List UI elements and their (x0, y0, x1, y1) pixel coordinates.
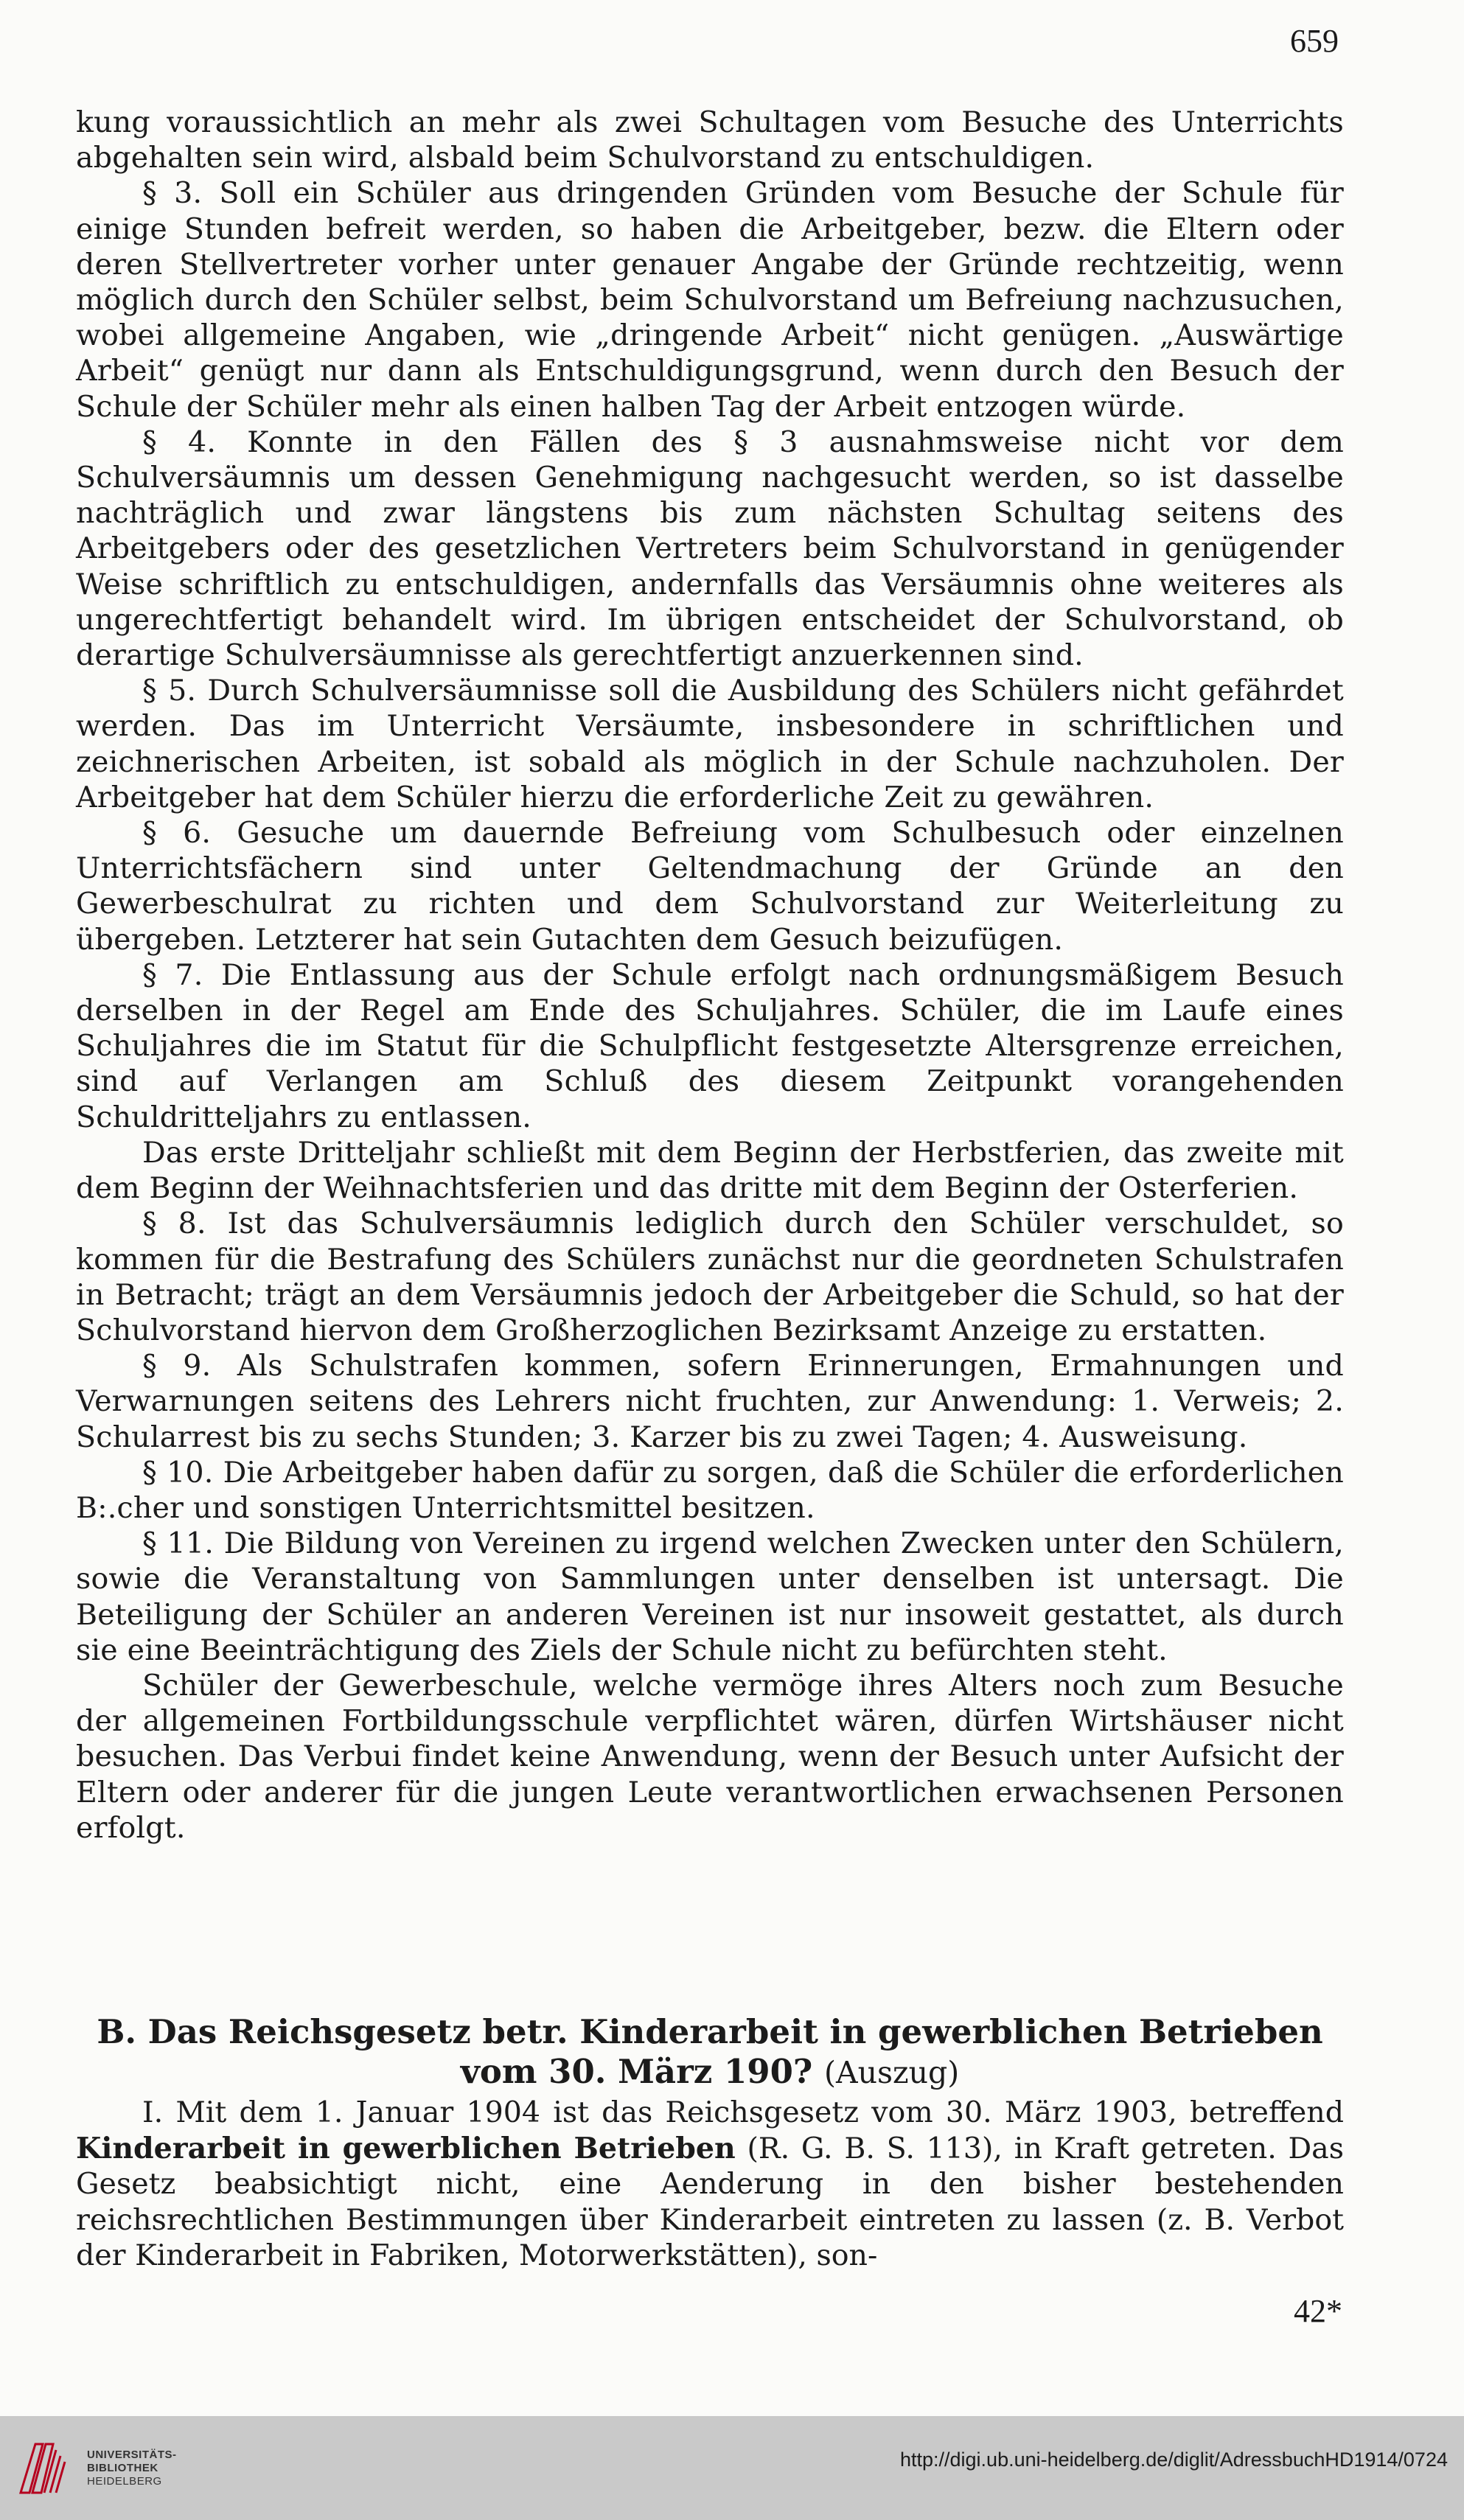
source-url-link[interactable]: http://digi.ub.uni-heidelberg.de/diglit/AdressbuchHD1914/0724 (899, 2449, 1448, 2471)
library-name-line1: UNIVERSITÄTS- (87, 2449, 177, 2461)
section-b-law-title: Kinderarbeit in gewerblichen Betrieben (76, 2131, 736, 2165)
section-b-heading-sub: (Auszug) (823, 2055, 960, 2090)
paragraph-section-10: § 10. Die Arbeitgeber haben dafür zu sorgen, daß die Schüler die erforderlichen B:.cher und sonstigen Unterrichtsmittel besitzen. (76, 1455, 1344, 1525)
paragraph-wirtshaeuser: Schüler der Gewerbeschule, welche vermöge ihres Alters noch zum Besuche der allgemeinen Fortbildungsschule verpflichtet wären, dürfen Wirtshäuser nicht besuchen. Das Verbui findet keine Anwendung, wenn der Besuch unter Aufsicht der Eltern oder anderer für die jungen Leute verantwortlichen erwachsenen Personen erfolgt. (76, 1668, 1344, 1845)
body-text (76, 105, 1344, 1846)
section-b-heading (76, 2012, 1344, 2093)
paragraph-section-5: § 5. Durch Schulversäumnisse soll die Ausbildung des Schülers nicht gefährdet werden. Das im Unterricht Versäumte, insbesondere in schriftlichen und zeichnerischen Arbeiten, ist sobald als möglich in der Schule nachzuholen. Der Arbeitgeber hat dem Schüler hierzu die erforderliche Zeit zu gewähren. (76, 674, 1344, 814)
paragraph-section-7: § 7. Die Entlassung aus der Schule erfolgt nach ordnungsmäßigem Besuch derselben in der Regel am Ende des Schuljahres. Schüler, die im Laufe eines Schuljahres die im Statut für die Schulpflicht festgesetzte Altersgrenze erreichen, sind auf Verlangen am Schluß des diesem Zeitpunkt vorangehenden Schuldritteljahrs zu entlassen. (76, 957, 1344, 1134)
section-b-body (76, 2095, 1344, 2274)
paragraph-section-3: § 3. Soll ein Schüler aus dringenden Gründen vom Besuche der Schule für einige Stunden befreit werden, so haben die Arbeitgeber, bezw. die Eltern oder deren Stellvertreter vorher unter genauer Angabe der Gründe rechtzeitig, wenn möglich durch den Schüler selbst, beim Schulvorstand um Befreiung nachzusuchen, wobei allgemeine Angaben, wie „dringende Arbeit“ nicht genügen. „Auswärtige Arbeit“ genügt nur dann als Entschuldigungsgrund, wenn durch den Besuch der Schule der Schüler mehr als einen halben Tag der Arbeit entzogen würde. (76, 176, 1344, 424)
paragraph-section-11: § 11. Die Bildung von Vereinen zu irgend welchen Zwecken unter den Schülern, sowie die Veranstaltung von Sammlungen unter denselben ist untersagt. Die Beteiligung der Schüler an anderen Vereinen ist nur insoweit gestattet, als durch sie eine Beeinträchtigung des Ziels der Schule nicht zu befürchten steht. (76, 1526, 1344, 1667)
paragraph-section-8: § 8. Ist das Schulversäumnis lediglich durch den Schüler verschuldet, so kommen für die Bestrafung des Schülers zunächst nur die geordneten Schulstrafen in Betracht; trägt an dem Versäumnis jedoch der Arbeitgeber die Schuld, so hat der Schulvorstand hiervon dem Großherzoglichen Bezirksamt Anzeige zu erstatten. (76, 1207, 1344, 1347)
library-name (87, 2449, 177, 2488)
sheet-signature-mark: 42* (1294, 2293, 1342, 2329)
section-b-heading-line2 (76, 2052, 1344, 2093)
section-b-heading-line1: B. Das Reichsgesetz betr. Kinderarbeit in gewerblichen Betrieben (97, 2012, 1323, 2051)
paragraph-dritteljahr: Das erste Dritteljahr schließt mit dem Beginn der Herbstferien, das zweite mit dem Beginn der Weihnachtsferien und das dritte mit dem Beginn der Osterferien. (76, 1135, 1344, 1206)
paragraph-section-9: § 9. Als Schulstrafen kommen, sofern Erinnerungen, Ermahnungen und Verwarnungen seitens des Lehrers nicht fruchten, zur Anwendung: 1. Verweis; 2. Schularrest bis zu sechs Stunden; 3. Karzer bis zu zwei Tagen; 4. Ausweisung. (76, 1349, 1344, 1454)
library-name-line2: BIBLIOTHEK (87, 2462, 158, 2474)
paragraph-section-b-1 (76, 2095, 1344, 2274)
section-b-text-end: (R. G. B. S. 113), in Kraft getreten. Das Gesetz beabsichtigt nicht, eine Aenderung in den bisher bestehenden reichsrechtlichen Bestimmungen über Kinderarbeit eintreten zu lassen (z. B. Verbot der Kinderarbeit in Fabriken, Motorwerkstätten), son- (76, 2131, 1344, 2272)
section-b-text-start: I. Mit dem 1. Januar 1904 ist das Reichsgesetz vom 30. März 1903, betreffend (142, 2095, 1344, 2129)
library-name-line3: HEIDELBERG (87, 2475, 162, 2488)
paragraph-section-4: § 4. Konnte in den Fällen des § 3 ausnahmsweise nicht vor dem Schulversäumnis um dessen Genehmigung nachgesucht werden, so ist dasselbe nachträglich und zwar längstens bis zum nächsten Schultag seitens des Arbeitgebers oder des gesetzlichen Vertreters beim Schulvorstand in genügender Weise schriftlich zu entschuldigen, andernfalls das Versäumnis ohne weiteres als ungerechtfertigt behandelt wird. Im übrigen entscheidet der Schulvorstand, ob derartige Schulversäumnisse als gerechtfertigt anzuerkennen sind. (76, 425, 1344, 673)
paragraph: kung voraussichtlich an mehr als zwei Schultagen vom Besuche des Unterrichts abgehalten sein wird, alsbald beim Schulvorstand zu entschuldigen. (76, 105, 1344, 175)
section-b-heading-date: vom 30. März 190? (460, 2052, 813, 2091)
library-logo[interactable] (13, 2429, 190, 2507)
paragraph-section-6: § 6. Gesuche um dauernde Befreiung vom Schulbesuch oder einzelnen Unterrichtsfächern sind unter Geltendmachung der Gründe an den Gewerbeschulrat zu richten und dem Schulvorstand zur Weiterleitung zu übergeben. Letzterer hat sein Gutachten dem Gesuch beizufügen. (76, 816, 1344, 957)
page-number: 659 (1290, 23, 1339, 59)
university-seal-icon (13, 2434, 81, 2502)
footer-bar (0, 2416, 1464, 2520)
